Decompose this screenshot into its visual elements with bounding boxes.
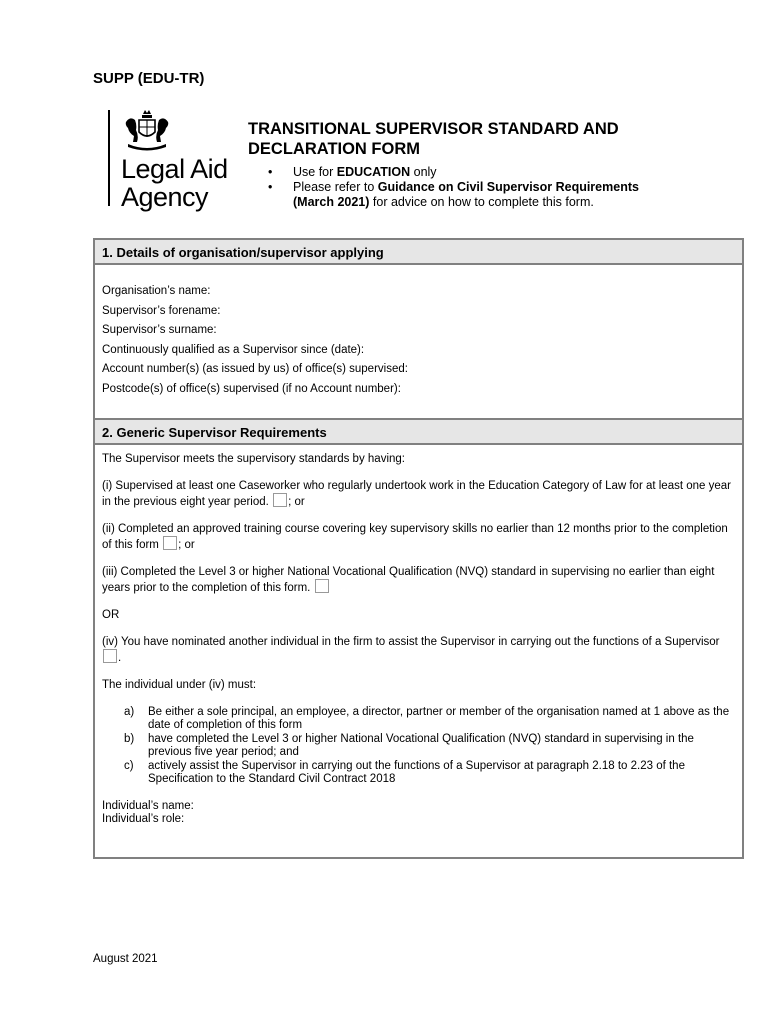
form-title-line2: DECLARATION FORM <box>248 140 421 158</box>
organisation-name-field[interactable]: Organisation’s name: <box>102 285 211 297</box>
section-2-body <box>95 445 742 826</box>
list-item-label: b) <box>124 733 135 745</box>
instruction-item <box>268 180 708 210</box>
instruction-text: for advice on how to complete this form. <box>369 195 594 209</box>
list-item-label: a) <box>124 706 135 718</box>
section-2-intro: The Supervisor meets the supervisory standards by having: <box>102 453 405 465</box>
instructions-list <box>268 165 708 210</box>
logo-divider <box>108 110 110 206</box>
option-ii-suffix: ; or <box>178 539 195 551</box>
list-item-text: have completed the Level 3 or higher National Vocational Qualification (NVQ) standard in supervising in the previous five year period; and <box>148 733 694 758</box>
form-code: SUPP (EDU-TR) <box>93 70 205 87</box>
option-iii-checkbox[interactable] <box>315 579 329 593</box>
section-2-box <box>93 418 744 859</box>
form-title-line1: TRANSITIONAL SUPERVISOR STANDARD AND <box>248 120 619 138</box>
list-item-text: Be either a sole principal, an employee, a director, partner or member of the organisation named at 1 above as the date of completion of this form <box>148 706 730 731</box>
option-i-label: (i) Supervised at least one Caseworker who regularly undertook work in the Education Category of Law for at least one year in the previous eight year period. <box>102 480 731 508</box>
list-item <box>102 760 735 786</box>
account-numbers-field[interactable]: Account number(s) (as issued by us) of office(s) supervised: <box>102 363 408 375</box>
instruction-text: Use for <box>293 165 337 179</box>
postcodes-field[interactable]: Postcode(s) of office(s) supervised (if no Account number): <box>102 382 401 395</box>
option-iv-checkbox[interactable] <box>103 649 117 663</box>
or-separator: OR <box>102 609 120 621</box>
individual-name-field[interactable]: Individual’s name: <box>102 800 194 812</box>
supervisor-surname-field[interactable]: Supervisor’s surname: <box>102 324 217 336</box>
option-ii-label: (ii) Completed an approved training course covering key supervisory skills no earlier than 12 months prior to the completion of this form <box>102 523 728 551</box>
supervisor-forename-field[interactable]: Supervisor’s forename: <box>102 304 221 317</box>
logo-text-line2: Agency <box>121 182 209 212</box>
qualified-since-date-field[interactable]: Continuously qualified as a Supervisor since (date): <box>102 343 365 356</box>
option-iv-label: (iv) You have nominated another individual in the firm to assist the Supervisor in carrying out the functions of a Supervisor <box>102 636 720 648</box>
individual-requirements-intro: The individual under (iv) must: <box>102 679 257 691</box>
legal-aid-agency-logo <box>108 110 238 210</box>
section-1-fields <box>95 265 742 399</box>
footer-date: August 2021 <box>93 953 158 965</box>
individual-role-field[interactable]: Individual’s role: <box>102 813 185 825</box>
section-1-box <box>93 238 744 420</box>
instruction-bold: EDUCATION <box>336 165 411 179</box>
individual-requirements-list <box>102 706 735 786</box>
logo-text-line1: Legal Aid <box>121 154 228 184</box>
option-i-checkbox[interactable] <box>273 493 287 507</box>
instruction-bold: Guidance on Civil Supervisor Requirements <box>377 180 639 194</box>
option-iii-label: (iii) Completed the Level 3 or higher National Vocational Qualification (NVQ) standard in supervising no earlier than eight years prior to the completion of this form. <box>102 566 715 594</box>
instruction-bold: (March 2021) <box>293 195 370 209</box>
list-item <box>102 733 735 759</box>
list-item-label: c) <box>124 760 134 772</box>
list-item-text: actively assist the Supervisor in carrying out the functions of a Supervisor at paragraph 2.18 to 2.23 of the Specification to the Standard Civil Contract 2018 <box>148 760 685 785</box>
instruction-text: Please refer to <box>293 180 378 194</box>
form-title <box>248 119 708 159</box>
option-ii-checkbox[interactable] <box>163 536 177 550</box>
option-ii-text <box>102 523 735 552</box>
option-iv-suffix: . <box>118 652 122 664</box>
section-1-heading: 1. Details of organisation/supervisor applying <box>95 240 742 265</box>
bullet-icon: • <box>268 180 273 194</box>
list-item <box>102 706 735 732</box>
option-iv-text <box>102 636 735 665</box>
instruction-text: only <box>410 165 437 179</box>
bullet-icon: • <box>268 165 273 179</box>
option-i-text <box>102 480 735 509</box>
instruction-item <box>268 165 708 180</box>
section-2-heading: 2. Generic Supervisor Requirements <box>95 420 742 445</box>
option-iii-text <box>102 566 735 595</box>
option-i-suffix: ; or <box>288 496 305 508</box>
royal-coat-of-arms-icon <box>122 110 172 152</box>
